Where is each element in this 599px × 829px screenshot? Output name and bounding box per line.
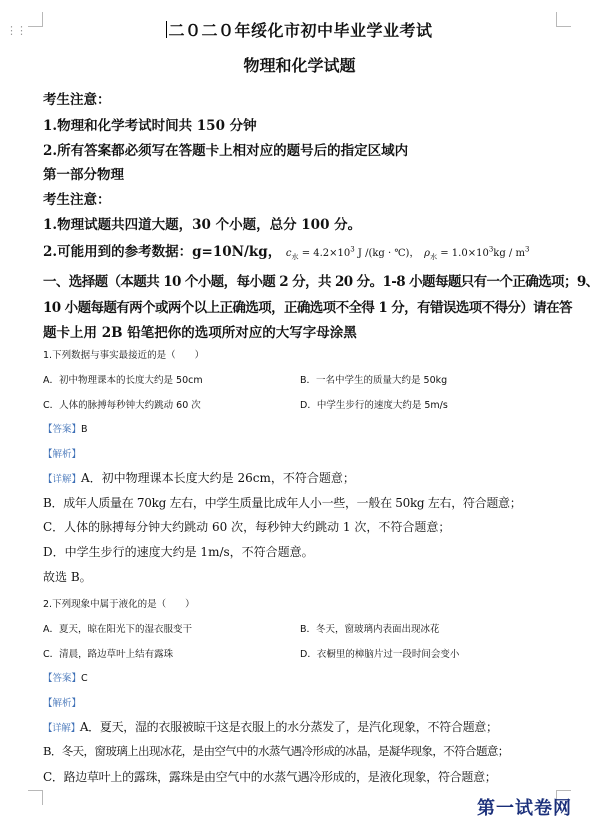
detail-line: C．人体的脉搏每分钟大约跳动 60 次，每秒钟大约跳动 1 次，不符合题意； <box>43 520 451 534</box>
option-c: C．人体的脉搏每秒钟大约跳动 60 次 <box>43 400 201 411</box>
answer-value: B <box>81 424 88 435</box>
answer-tag: 【答案】 <box>43 673 82 684</box>
notice-heading: 考生注意： <box>43 92 111 108</box>
exam-title: 二０二０年绥化市初中毕业学业考试 <box>168 21 433 40</box>
detail-tag: 【详解】 <box>43 474 82 485</box>
answer-line <box>43 421 88 435</box>
water-density-formula: $\rho_水 = 1.0\times 10^3kg / m^3$ <box>424 245 530 261</box>
detail-line: C．路边草叶上的露珠，露珠是由空气中的水蒸气遇冷形成的，是液化现象，符合题意； <box>43 770 497 784</box>
option-a: A．夏天，晾在阳光下的湿衣服变干 <box>43 624 192 635</box>
reference-data-line: 2.可能用到的参考数据：g=10N/kg， $c_水 = 4.2\times 10^3$ J /(kg · ℃)， $\rho_水 = 1.0\times 10^3kg / m^3$ <box>43 244 530 261</box>
analysis-tag: 【解析】 <box>43 449 82 460</box>
answer-tag: 【答案】 <box>43 424 82 435</box>
answer-value: C <box>81 673 88 684</box>
section-instructions: 题卡上用 2B 铅笔把你的选项所对应的大写字母涂黑 <box>43 325 357 341</box>
notice-item: 1.物理和化学考试时间共 150 分钟 <box>43 118 257 134</box>
option-c: C．清晨，路边草叶上结有露珠 <box>43 649 174 660</box>
detail-line: 【详解】A．初中物理课本长度大约是 26cm，不符合题意； <box>43 471 355 485</box>
option-d: D．衣橱里的樟脑片过一段时间会变小 <box>300 649 460 660</box>
option-b: B．一名中学生的质量大约是 50kg <box>300 375 448 386</box>
notice-item: 1.物理试题共四道大题，30 个小题，总分 100 分。 <box>43 217 362 233</box>
conclusion-line: 故选 B。 <box>43 570 92 584</box>
drag-handle-icon[interactable]: ⋮⋮ <box>6 24 26 37</box>
detail-line: D．中学生步行的速度大约是 1m/s，不符合题意。 <box>43 545 314 559</box>
answer-line <box>43 670 88 684</box>
question-stem: 1.下列数据与事实最接近的是（ ） <box>43 350 205 361</box>
option-b: B．冬天，窗玻璃内表面出现冰花 <box>300 624 440 635</box>
water-specific-heat-formula: $c_水 = 4.2\times 10^3$ J /(kg · ℃)， <box>285 245 420 261</box>
notice-heading: 考生注意： <box>43 192 111 208</box>
subject-title: 物理和化学试题 <box>243 56 356 75</box>
notice-item: 2.所有答案都必须写在答题卡上相对应的题号后的指定区域内 <box>43 143 409 159</box>
detail-line: B．冬天，窗玻璃上出现冰花，是由空气中的水蒸气遇冷形成的冰晶，是凝华现象，不符合题意； <box>43 744 509 758</box>
part-heading: 第一部分物理 <box>43 167 124 183</box>
site-watermark-logo: 第一试卷网 <box>477 798 572 819</box>
section-instructions: 一、选择题（本题共 10 个小题，每小题 2 分，共 20 分。1-8 小题每题只有一个正确选项；9、 <box>43 274 599 290</box>
option-d: D．中学生步行的速度大约是 5m/s <box>300 400 448 411</box>
analysis-tag: 【解析】 <box>43 698 82 709</box>
question-stem: 2.下列现象中属于液化的是（ ） <box>43 599 195 610</box>
margin-corner-mark <box>28 790 43 805</box>
detail-line: 【详解】A．夏天，湿的衣服被晾干这是衣服上的水分蒸发了，是汽化现象，不符合题意； <box>43 720 498 734</box>
section-instructions: 10 小题每题有两个或两个以上正确选项，正确选项不全得 1 分，有错误选项不得分）请在答 <box>43 300 572 316</box>
detail-tag: 【详解】 <box>43 723 80 734</box>
detail-line: B．成年人质量在 70kg 左右，中学生质量比成年人小一些，一般在 50kg 左右，符合题意； <box>43 496 522 510</box>
option-a: A．初中物理课本的长度大约是 50cm <box>43 375 203 386</box>
